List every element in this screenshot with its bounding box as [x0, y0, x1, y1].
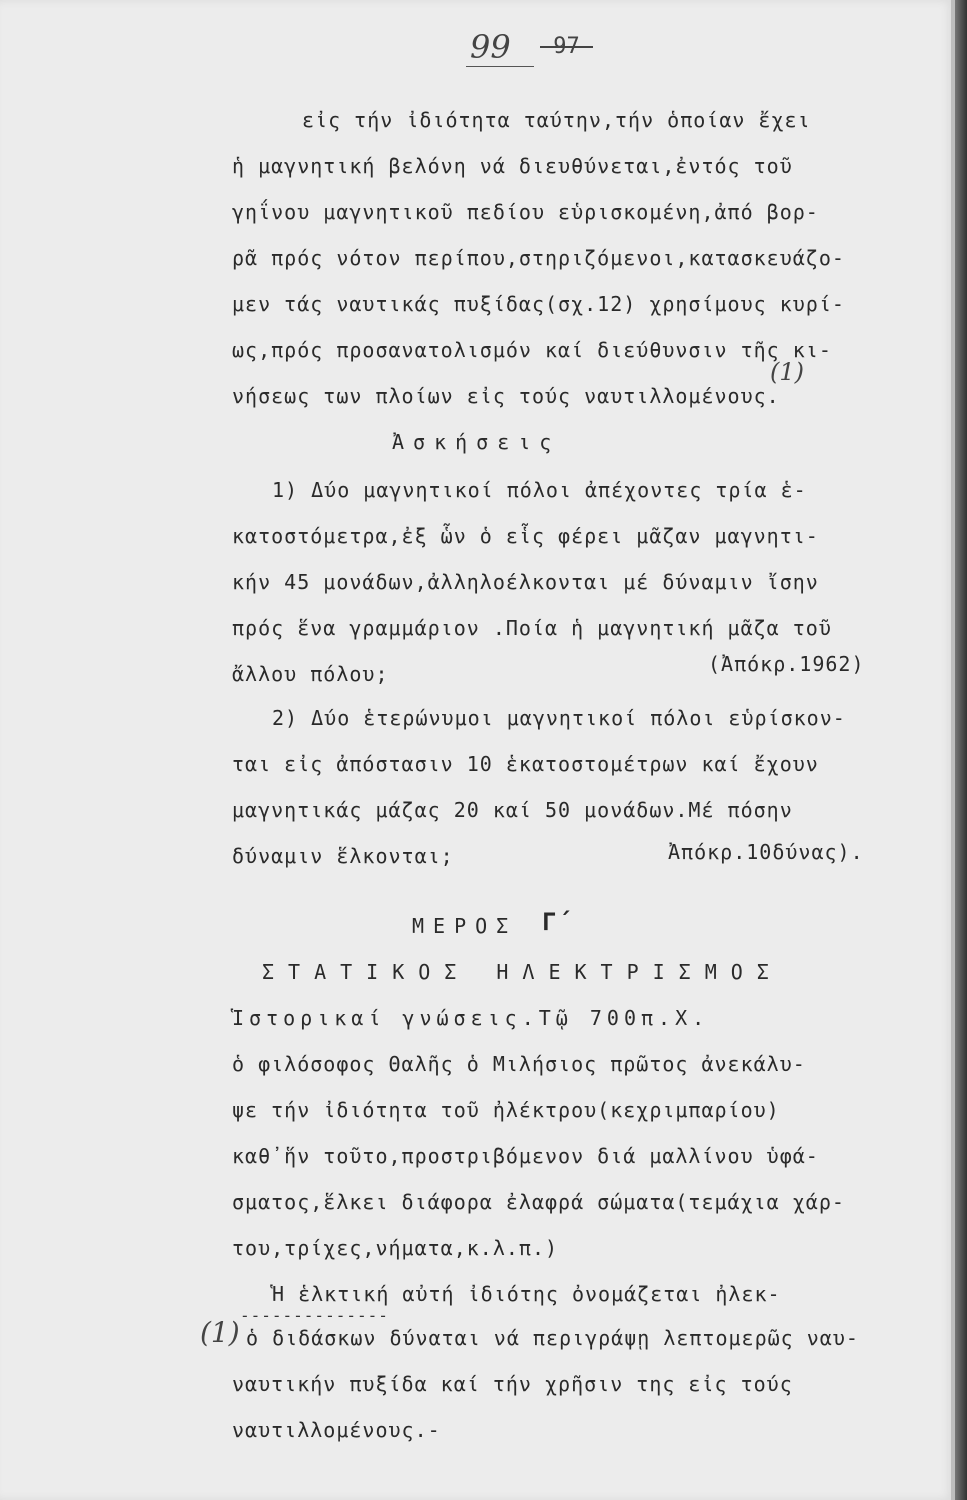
text-line: κήν 45 μονάδων,ἀλληλοέλκονται μέ δύναμιν ἴσην — [232, 570, 819, 594]
text-line: μαγνητικάς μάζας 20 καί 50 μονάδων.Μέ πόσην — [232, 798, 793, 822]
text-line: ἄλλου πόλου; — [232, 662, 389, 686]
text-line: ὁ φιλόσοφος Θαλῆς ὁ Μιλήσιος πρῶτος ἀνεκάλυ- — [232, 1052, 806, 1076]
text-line: ψε τήν ἰδιότητα τοῦ ἠλέκτρου(κεχριμπαρίου) — [232, 1098, 780, 1122]
text-line: 2) Δύο ἑτερώνυμοι μαγνητικοί πόλοι εὑρίσκον- — [272, 706, 846, 730]
text-line: γηΐνου μαγνητικοῦ πεδίου εὑρισκομένη,ἀπό βορ- — [232, 200, 819, 224]
text-line: σματος,ἕλκει διάφορα ἐλαφρά σώματα(τεμάχια χάρ- — [232, 1190, 845, 1214]
exercise-answer: (Ἀπόκρ.1962) — [708, 652, 865, 676]
text-line: ἡ μαγνητική βελόνη νά διευθύνεται,ἐντός τοῦ — [232, 154, 793, 178]
footnote-marker-handwritten: (1) — [770, 358, 804, 386]
text-line: δύναμιν ἕλκονται; — [232, 844, 454, 868]
text-line: νήσεως των πλοίων εἰς τούς ναυτιλλομένους. — [232, 384, 780, 408]
exercises-heading: Ἀσκήσεις — [392, 430, 561, 454]
text-line: Ἡ ἑλκτική αὐτή ἰδιότης ὀνομάζεται ἠλεκ- — [272, 1282, 781, 1306]
footnote-number-handwritten: (1) — [200, 1316, 240, 1349]
text-line: ὁ διδάσκων δύναται νά περιγράψῃ λεπτομερῶς ναυ- — [246, 1326, 859, 1350]
typed-page-number: -97- — [540, 34, 593, 59]
text-line: Ἱστορικαί γνώσεις.Τῷ 700π.Χ. — [232, 1006, 710, 1030]
text-line: πρός ἕνα γραμμάριον .Ποία ἡ μαγνητική μᾶζα τοῦ — [232, 616, 832, 640]
footnote-rule: -------------- — [240, 1306, 389, 1325]
page-number-underline — [466, 66, 534, 67]
handwritten-page-number: 99 — [470, 28, 511, 66]
section-heading: ΣΤΑΤΙΚΟΣ ΗΛΕΚΤΡΙΣΜΟΣ — [262, 960, 783, 984]
text-line: ναυτικήν πυξίδα καί τήν χρῆσιν της εἰς τούς — [232, 1372, 793, 1396]
text-line: κατοστόμετρα,ἐξ ὧν ὁ εἷς φέρει μᾶζαν μαγνητι- — [232, 524, 819, 548]
text-line: εἰς τήν ἰδιότητα ταύτην,τήν ὁποίαν ἔχει — [302, 108, 811, 132]
text-line: ται εἰς ἀπόστασιν 10 ἑκατοστομέτρων καί ἔχουν — [232, 752, 819, 776]
text-line: του,τρίχες,νήματα,κ.λ.π.) — [232, 1236, 559, 1260]
exercise-answer: Ἀπόκρ.10δύνας). — [668, 840, 864, 864]
text-line: 1) Δύο μαγνητικοί πόλοι ἀπέχοντες τρία ἑ- — [272, 478, 807, 502]
text-line: καθ᾽ἥν τοῦτο,προστριβόμενον διά μαλλίνου ὑφά- — [232, 1144, 819, 1168]
text-line: ως,πρός προσανατολισμόν καί διεύθυνσιν τῆς κι- — [232, 338, 832, 362]
part-letter: Γ΄ — [542, 908, 573, 936]
part-heading: ΜΕΡΟΣ — [412, 914, 518, 938]
text-line: μεν τάς ναυτικάς πυξίδας(σχ.12) χρησίμους κυρί- — [232, 292, 845, 316]
book-binding — [955, 0, 967, 1500]
text-line: ναυτιλλομένους.- — [232, 1418, 441, 1442]
text-line: ρᾶ πρός νότον περίπου,στηριζόμενοι,κατασκευάζο- — [232, 246, 845, 270]
